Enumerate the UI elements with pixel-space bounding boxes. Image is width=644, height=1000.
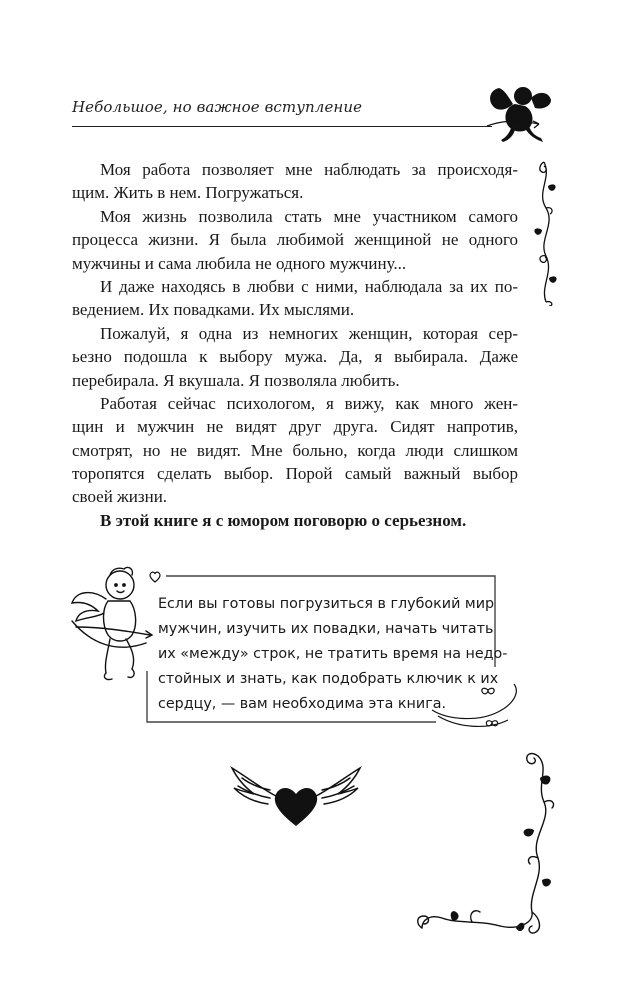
body-line: смотрят, но не видят. Мне больно, когда люди слишком	[72, 440, 518, 460]
body-line: своей жизни.	[72, 487, 168, 507]
swirl-with-hearts-icon	[428, 676, 528, 734]
body-line: торопятся сделать выбор. Порой самый важный выбор	[72, 464, 518, 484]
corner-vine-ornament-icon	[412, 748, 560, 938]
body-line: Пожалуй, я одна из немногих женщин, которая сер-	[100, 323, 518, 343]
body-line: Моя жизнь позволила стать мне участником самого	[100, 206, 518, 226]
cupid-icon	[485, 80, 553, 146]
page-header-title: Небольшое, но важное вступление	[72, 98, 363, 116]
winged-heart-icon	[228, 764, 364, 830]
vine-ornament-icon	[530, 158, 560, 306]
body-line: Моя работа позволяет мне наблюдать за происходя-	[100, 160, 518, 179]
body-line: щим. Жить в нем. Погружаться.	[72, 183, 304, 203]
callout-line: стойных и знать, как подобрать ключик к их	[158, 671, 499, 687]
body-line: щин и мужчин не видят друг друга. Сидят напротив,	[72, 417, 518, 437]
body-line: Работая сейчас психологом, я вижу, как много жен-	[100, 393, 518, 413]
body-bold-line: В этой книге я с юмором поговорю о серьезном.	[100, 510, 467, 530]
body-text	[72, 158, 518, 532]
body-line: ведением. Их повадками. Их мыслями.	[72, 300, 355, 320]
body-line: процесса жизни. Я была любимой женщиной не одного	[72, 230, 518, 250]
callout-line: мужчин, изучить их повадки, начать читать	[158, 621, 494, 637]
body-line: мужчины и сама любила не одного мужчину...	[72, 253, 407, 273]
header-rule	[72, 126, 492, 127]
cupid-with-bow-icon	[62, 555, 162, 685]
body-line: И даже находясь в любви с ними, наблюдала за их по-	[100, 276, 518, 296]
callout-line: их «между» строк, не тратить время на недо-	[158, 646, 508, 662]
callout-line: Если вы готовы погрузиться в глубокий мир	[158, 596, 495, 612]
body-line: перебирала. Я вкушала. Я позволяла любить.	[72, 370, 400, 390]
callout-line: сердцу, — вам необходима эта книга.	[158, 696, 447, 712]
body-line: ьезно подошла к выбору мужа. Да, я выбирала. Даже	[72, 347, 518, 367]
